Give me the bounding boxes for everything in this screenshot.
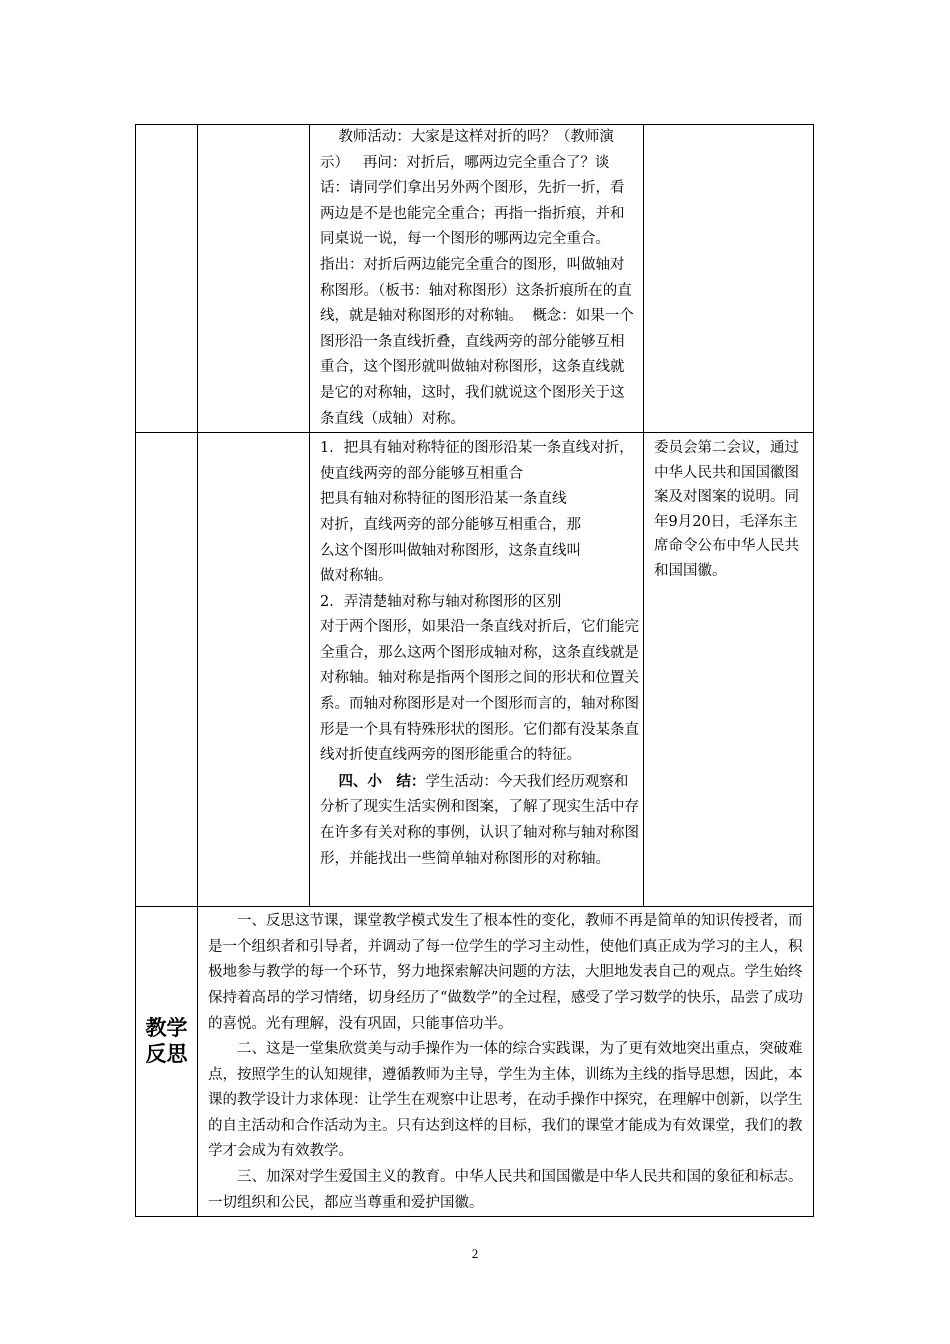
table-row	[136, 907, 814, 1217]
point-1-line: 对折，直线两旁的部分能够互相重合，那	[320, 516, 581, 533]
point-1-line: 做对称轴。	[320, 568, 393, 585]
empty-cell	[644, 125, 814, 433]
point-2-heading: 2．弄清楚轴对称与轴对称图形的区别	[320, 593, 562, 610]
empty-cell	[136, 125, 198, 433]
point-1-line: 把具有轴对称特征的图形沿某一条直线	[320, 491, 567, 508]
main-content-cell-top	[310, 125, 644, 433]
summary-text: 学生活动：今天我们经历观察和分析了现实生活实例和图案，了解了现实生活中存在许多有关对称的事例，认识了轴对称与轴对称图形，并能找出一些简单轴对称图形的对称轴。	[320, 773, 639, 867]
side-note-text: 委员会第二会议，通过中华人民共和国国徽图案及对图案的说明。同年9月20日，毛泽东主席命令公布中华人民共和国国徽。	[654, 440, 799, 579]
reflection-paragraph: 二、这是一堂集欣赏美与动手操作为一体的综合实践课，为了更有效地突出重点，突破难点，按照学生的认知规律，遵循教师为主导，学生为主体，训练为主线的指导思想，因此，本课的教学设计力求体现：让学生在观察中让思考，在动手操作中探究，在理解中创新，以学生的自主活动和合作活动为主。只有达到这样的目标，我们的课堂才能成为有效课堂，我们的教学才会成为有效教学。	[208, 1041, 803, 1160]
empty-cell	[198, 433, 310, 907]
reflection-text	[198, 907, 813, 1216]
page-number: 2	[471, 1246, 479, 1261]
table-row	[136, 433, 814, 907]
empty-cell	[136, 433, 198, 907]
point-1-heading: 1．把具有轴对称特征的图形沿某一条直线对折，使直线两旁的部分能够互相重合	[320, 440, 634, 482]
main-content-cell-bottom	[310, 433, 644, 907]
lesson-plan-table	[135, 124, 814, 1217]
side-note-cell	[644, 433, 814, 907]
reflection-paragraph: 一、反思这节课，课堂教学模式发生了根本性的变化，教师不再是简单的知识传授者，而是一个组织者和引导者，并调动了每一位学生的学习主动性，使他们真正成为学习的主人，积极地参与教学的每一个环节，努力地探索解决问题的方法，大胆地发表自己的观点。学生始终保持着高昂的学习情绪，切身经历了“做数学”的全过程，感受了学习数学的快乐，品尝了成功的喜悦。光有理解，没有巩固，只能事倍功半。	[208, 913, 803, 1032]
point-2-text: 对于两个图形，如果沿一条直线对折后，它们能完全重合，那么这两个图形成轴对称，这条直线就是对称轴。轴对称是指两个图形之间的形状和位置关系。而轴对称图形是对一个图形而言的，轴对称图形是一个具有特殊形状的图形。它们都有没某条直线对折使直线两旁的图形能重合的特征。	[320, 619, 639, 764]
teacher-activity-text: 教师活动：大家是这样对折的吗？（教师演示） 再问：对折后，哪两边完全重合了？谈话：请同学们拿出另外两个图形，先折一折，看两边是不是也能完全重合；再指一指折痕，并和同桌说一说，每一个图形的哪两边完全重合。 指出：对折后两边能完全重合的图形，叫做轴对称图形。（板书：轴对称图形）这条折痕所在的直线，就是轴对称图形的对称轴。 概念：如果一个图形沿一条直线折叠，直线两旁的部分能够互相重合，这个图形就叫做轴对称图形，这条直线就是它的对称轴，这时，我们就说这个图形关于这条直线（成轴）对称。	[320, 129, 634, 427]
reflection-title-cell	[136, 907, 198, 1217]
point-1-line: 么这个图形叫做轴对称图形，这条直线叫	[320, 542, 581, 559]
summary-label: 四、小 结：	[338, 772, 426, 790]
empty-cell	[198, 125, 310, 433]
table-row	[136, 125, 814, 433]
concept-text	[310, 433, 643, 872]
reflection-paragraph: 三、加深对学生爱国主义的教育。中华人民共和国国徽是中华人民共和国的象征和标志。一切组织和公民，都应当尊重和爱护国徽。	[208, 1169, 803, 1211]
reflection-content-cell	[198, 907, 814, 1217]
reflection-title-text: 教学反思	[145, 1016, 188, 1067]
reflection-title	[136, 907, 197, 1067]
